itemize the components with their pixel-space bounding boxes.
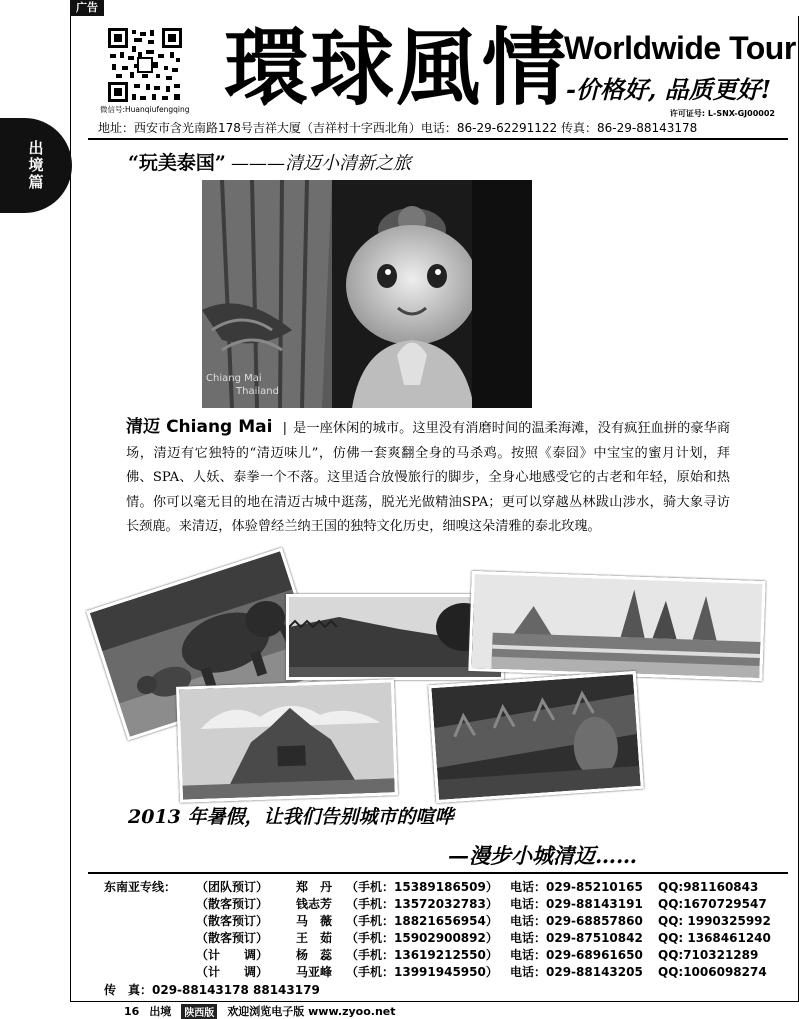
- section-tab-label: 出境篇: [26, 140, 45, 191]
- contact-mobile: （手机：13572032783）: [346, 897, 498, 911]
- contact-type: （散客预订）: [196, 914, 269, 928]
- article-title-main: “玩美泰国”: [128, 152, 226, 174]
- contact-row: [104, 947, 771, 964]
- contact-row: [104, 896, 771, 913]
- headline-summer: 2013 年暑假，让我们告别城市的喧哗: [128, 806, 454, 828]
- photo-temple-guardians: [428, 671, 644, 803]
- edition-badge: 陕西版: [181, 1004, 217, 1019]
- article-title-sub: ———清迈小清新之旅: [230, 153, 411, 174]
- contact-qq: QQ:1670729547: [658, 897, 767, 911]
- contacts-divider: [88, 872, 788, 874]
- address-line: 地址：西安市含光南路178号吉祥大厦（吉祥村十字西北角）电话：86-29-62291122 传真：86-29-88143178: [98, 121, 698, 135]
- contact-row: [104, 879, 771, 896]
- slogan: -价格好, 品质更好!: [566, 75, 772, 104]
- contact-type: （团队预订）: [196, 880, 269, 894]
- page-number: 16: [124, 1004, 140, 1018]
- photo-temple-spires: [468, 571, 765, 681]
- contact-qq: QQ: 1368461240: [658, 931, 771, 945]
- contact-phone: 电话：029-88143205: [510, 965, 643, 979]
- contact-mobile: （手机：18821656954）: [346, 914, 498, 928]
- brand-name: 環球風情: [224, 18, 569, 117]
- contact-qq: QQ:1006098274: [658, 965, 767, 979]
- contact-row: [104, 964, 771, 981]
- section-tab: [0, 118, 72, 213]
- headline-stroll: —漫步小城清迈……: [448, 843, 637, 868]
- brand-name-en: Worldwide Tour: [564, 30, 796, 66]
- contact-row: [104, 930, 771, 947]
- contact-type: （散客预订）: [196, 931, 269, 945]
- contact-phone: 电话：029-87510842: [510, 931, 643, 945]
- contact-qq: QQ:710321289: [658, 948, 759, 962]
- header-divider: [88, 138, 788, 140]
- contact-mobile: （手机：13619212550）: [346, 948, 498, 962]
- contact-qq: QQ:981160843: [658, 880, 759, 894]
- article-body-separator: |: [282, 421, 288, 436]
- hero-caption: [206, 372, 279, 398]
- footer-section: 出境: [149, 1005, 172, 1018]
- contact-qq: QQ: 1990325992: [658, 914, 771, 928]
- contact-phone: 电话：029-68961650: [510, 948, 643, 962]
- contacts-label: 东南亚专线：: [104, 880, 177, 894]
- contact-phone: 电话：029-88143191: [510, 897, 643, 911]
- contact-type: （计 调）: [196, 948, 269, 962]
- ad-label: 广告: [70, 0, 104, 16]
- contacts-table: [104, 879, 771, 981]
- hero-caption-line2: Thailand: [236, 386, 279, 397]
- contact-phone: 电话：029-68857860: [510, 914, 643, 928]
- contact-name: 马亚峰: [296, 965, 333, 979]
- article-body-heading: 清迈 Chiang Mai: [126, 417, 273, 437]
- hero-caption-line1: Chiang Mai: [206, 373, 262, 384]
- contact-mobile: （手机：13991945950）: [346, 965, 498, 979]
- contact-row: [104, 913, 771, 930]
- footer-website: 欢迎浏览电子版 www.zyoo.net: [227, 1005, 396, 1018]
- qr-code-icon: [108, 28, 182, 102]
- contact-type: （散客预订）: [196, 897, 269, 911]
- contact-name: 王 茹: [296, 931, 333, 945]
- fax-line: 传 真：029-88143178 88143179: [104, 983, 320, 997]
- article-body-text: 是一座休闲的城市。这里没有消磨时间的温柔海滩，没有疯狂血拼的豪华商场，清迈有它独特的“清迈味儿”，仿佛一套爽翻全身的马杀鸡。按照《泰囧》中宝宝的蜜月计划，拜佛、SPA、人妖、泰拳一个不落。这里适合放慢旅行的脚步，全身心地感受它的古老和年轻，原始和热情。你可以毫无目的地在清迈古城中逛荡，脱光光做精油SPA；更可以穿越丛林跋山涉水，骑大象寻访长颈鹿。来清迈，体验曾经兰纳王国的独特文化历史，细嗅这朵清雅的泰北玫瑰。: [126, 421, 731, 534]
- contact-mobile: （手机：15902900892）: [346, 931, 498, 945]
- contact-phone: 电话：029-85210165: [510, 880, 643, 894]
- contact-name: 钱志芳: [296, 897, 333, 911]
- article-title: [128, 148, 411, 175]
- contact-name: 马 薇: [296, 914, 333, 928]
- photo-ruined-chedi: [176, 679, 398, 803]
- contact-mobile: （手机：15389186509）: [346, 880, 498, 894]
- contact-name: 郑 丹: [296, 880, 333, 894]
- contact-name: 杨 蕊: [296, 948, 333, 962]
- contact-type: （计 调）: [196, 965, 269, 979]
- license-number: 许可证号: L-SNX-GJ00002: [669, 109, 775, 118]
- article-body: [126, 415, 730, 540]
- hero-photo-doll: [202, 180, 532, 408]
- wechat-id: 微信号:Huanqiufengqing: [100, 105, 190, 114]
